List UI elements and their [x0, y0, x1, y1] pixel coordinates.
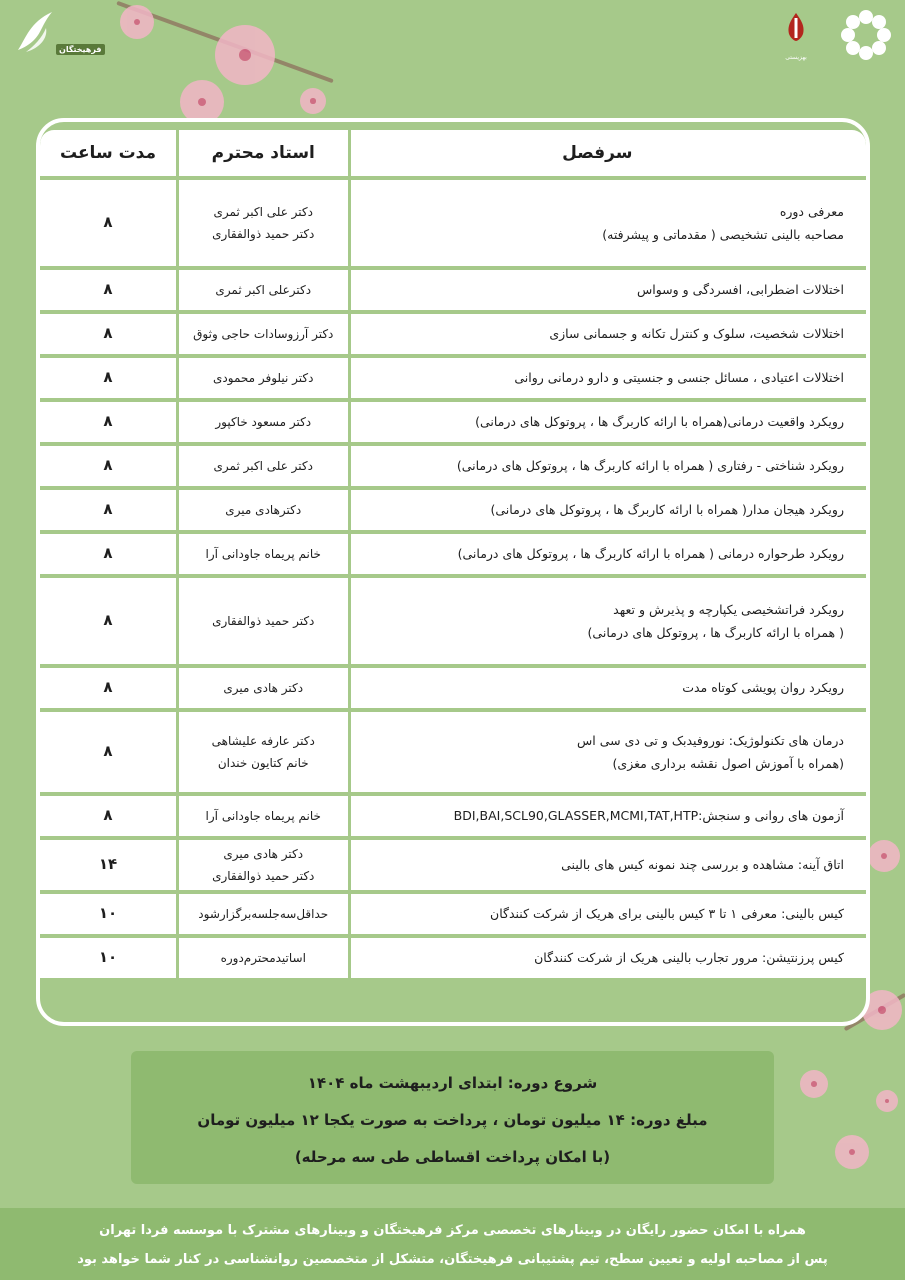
flower-logo — [839, 8, 893, 62]
blossom-decoration — [120, 5, 154, 39]
row-hours: ۱۰ — [40, 938, 176, 978]
row-topic — [351, 402, 866, 442]
row-professor — [176, 534, 351, 574]
row-professor — [176, 578, 351, 664]
professor-name: دکتر حمید ذوالفقاری — [212, 613, 315, 628]
row-topic — [351, 796, 866, 836]
table-row — [40, 534, 866, 574]
row-topic — [351, 938, 866, 978]
row-topic — [351, 840, 866, 890]
row-professor — [176, 938, 351, 978]
table-row — [40, 490, 866, 530]
topic-line: معرفی دوره — [779, 203, 844, 219]
row-professor — [176, 180, 351, 266]
professor-name: خانم پریماه جاودانی آرا — [205, 808, 321, 823]
topic-line: اتاق آینه: مشاهده و بررسی چند نمونه کیس های بالینی — [561, 857, 844, 873]
row-professor — [176, 446, 351, 486]
header-topic: سرفصل — [351, 130, 866, 176]
topic-line: درمان های تکنولوژیک: نوروفیدبک و تی دی سی اس — [577, 732, 844, 748]
farhikhtegan-logo — [12, 8, 102, 63]
professor-name: حداقل‌سه‌جلسه‌برگزارشود — [198, 906, 329, 921]
professor-name: اساتیدمحترم‌دوره — [220, 950, 306, 965]
course-start: شروع دوره: ابتدای اردیبهشت ماه ۱۴۰۴ — [307, 1074, 598, 1092]
professor-name: دکتر آرزوسادات حاجی وثوق — [193, 326, 334, 341]
course-info-box — [131, 1051, 774, 1184]
blossom-decoration — [868, 840, 900, 872]
topic-line: ( همراه با ارائه کاربرگ ها ، پروتوکل های درمانی) — [587, 625, 844, 640]
professor-name: دکتر علی اکبر ثمری — [213, 458, 313, 473]
row-hours: ۸ — [40, 314, 176, 354]
table-header-row — [40, 130, 866, 176]
row-hours: ۸ — [40, 402, 176, 442]
row-hours: ۸ — [40, 446, 176, 486]
topic-line: رویکرد فراتشخیصی یکپارچه و پذیرش و تعهد — [613, 601, 844, 617]
blossom-decoration — [215, 25, 275, 85]
footer-line-1: همراه با امکان حضور رایگان در وبینارهای تخصصی مرکز فرهیختگان و وبینارهای مشترک با موسسه فردا تهران — [99, 1223, 806, 1238]
row-hours: ۸ — [40, 270, 176, 310]
blossom-decoration — [876, 1090, 898, 1112]
row-topic — [351, 314, 866, 354]
blossom-decoration — [300, 88, 326, 114]
curriculum-table — [40, 126, 866, 982]
row-professor — [176, 668, 351, 708]
table-row — [40, 578, 866, 664]
row-hours: ۸ — [40, 712, 176, 792]
blossom-decoration — [835, 1135, 869, 1169]
topic-line: رویکرد واقعیت درمانی(همراه با ارائه کاربرگ ها ، پروتوکل های درمانی) — [475, 414, 844, 430]
table-row — [40, 402, 866, 442]
topic-line: رویکرد شناختی - رفتاری ( همراه با ارائه کاربرگ ها ، پروتوکل های درمانی) — [456, 458, 844, 474]
row-hours: ۸ — [40, 578, 176, 664]
topic-line: رویکرد طرحواره درمانی ( همراه با ارائه کاربرگ ها ، پروتوکل های درمانی) — [457, 546, 844, 562]
professor-name: دکتر هادی میری — [223, 680, 304, 695]
row-topic — [351, 578, 866, 664]
topic-line: اختلالات شخصیت، سلوک و کنترل تکانه و جسمانی سازی — [549, 326, 844, 342]
footer-banner — [0, 1208, 905, 1280]
row-hours: ۸ — [40, 668, 176, 708]
table-row — [40, 358, 866, 398]
professor-name: خانم پریماه جاودانی آرا — [205, 546, 321, 561]
table-row — [40, 446, 866, 486]
row-topic — [351, 490, 866, 530]
row-topic — [351, 180, 866, 266]
emblem-caption: بهزیستی — [785, 54, 807, 61]
row-hours: ۸ — [40, 358, 176, 398]
header-professor: استاد محترم — [176, 130, 351, 176]
table-row — [40, 668, 866, 708]
professor-name: دکتر هادی میری — [223, 846, 304, 861]
table-row — [40, 314, 866, 354]
row-professor — [176, 358, 351, 398]
row-professor — [176, 894, 351, 934]
topic-line: رویکرد هیجان مدار( همراه با ارائه کاربرگ ها ، پروتوکل های درمانی) — [490, 502, 844, 518]
row-professor — [176, 490, 351, 530]
row-professor — [176, 270, 351, 310]
professor-name: دکتر علی اکبر ثمری — [213, 204, 313, 219]
blossom-decoration — [800, 1070, 828, 1098]
table-row — [40, 840, 866, 890]
row-professor — [176, 402, 351, 442]
row-topic — [351, 894, 866, 934]
bird-logo-icon — [12, 8, 62, 58]
flower-logo-icon — [839, 8, 893, 62]
professor-name: دکترعلی اکبر ثمری — [215, 282, 312, 297]
row-hours: ۸ — [40, 490, 176, 530]
row-hours: ۱۴ — [40, 840, 176, 890]
logo-text: فرهیختگان — [56, 44, 105, 55]
topic-line: (همراه با آموزش اصول نقشه برداری مغزی) — [612, 756, 844, 771]
row-hours: ۸ — [40, 534, 176, 574]
emblem-icon — [779, 10, 813, 44]
table-row — [40, 938, 866, 978]
topic-line: آزمون های روانی و سنجش:BDI,BAI,SCL90,GLASSER,MCMI,TAT,HTP — [453, 808, 844, 824]
table-row — [40, 712, 866, 792]
row-topic — [351, 446, 866, 486]
course-price: مبلغ دوره: ۱۴ میلیون تومان ، پرداخت به صورت یکجا ۱۲ میلیون تومان — [197, 1111, 708, 1129]
professor-name: دکتر مسعود خاکپور — [215, 414, 312, 429]
topic-line: اختلالات اعتیادی ، مسائل جنسی و جنسیتی و دارو درمانی روانی — [514, 370, 844, 386]
footer-line-2: پس از مصاحبه اولیه و تعیین سطح، تیم پشتیبانی فرهیختگان، متشکل از متخصصین روانشناسی در کنار شما خواهد بود — [77, 1252, 828, 1267]
row-hours: ۱۰ — [40, 894, 176, 934]
professor-name: دکتر حمید ذوالفقاری — [212, 227, 315, 241]
professor-name: دکتر عارفه علیشاهی — [211, 733, 315, 748]
topic-line: مصاحبه بالینی تشخیصی ( مقدماتی و پیشرفته) — [602, 227, 844, 242]
row-topic — [351, 358, 866, 398]
professor-name: دکترهادی میری — [225, 502, 302, 517]
topic-line: کیس بالینی: معرفی ۱ تا ۳ کیس بالینی برای هریک از شرکت کنندگان — [490, 906, 844, 922]
table-row — [40, 270, 866, 310]
header-hours: مدت ساعت — [40, 130, 176, 176]
professor-name: خانم کتایون خندان — [217, 756, 309, 770]
table-row — [40, 180, 866, 266]
table-row — [40, 796, 866, 836]
curriculum-table-card — [36, 118, 870, 1026]
topic-line: اختلالات اضطرابی، افسردگی و وسواس — [636, 282, 844, 298]
professor-name: دکتر نیلوفر محمودی — [213, 370, 314, 385]
row-topic — [351, 712, 866, 792]
row-topic — [351, 270, 866, 310]
table-row — [40, 894, 866, 934]
topic-line: کیس پرزنتیشن: مرور تجارب بالینی هریک از شرکت کنندگان — [534, 950, 844, 966]
professor-name: دکتر حمید ذوالفقاری — [212, 869, 315, 883]
topic-line: رویکرد روان پویشی کوتاه مدت — [682, 680, 844, 696]
row-professor — [176, 840, 351, 890]
row-professor — [176, 796, 351, 836]
row-hours: ۸ — [40, 180, 176, 266]
row-professor — [176, 712, 351, 792]
row-topic — [351, 668, 866, 708]
row-hours: ۸ — [40, 796, 176, 836]
row-professor — [176, 314, 351, 354]
row-topic — [351, 534, 866, 574]
course-installments: (با امکان پرداخت اقساطی طی سه مرحله) — [294, 1148, 611, 1166]
behzisti-emblem — [767, 10, 825, 62]
